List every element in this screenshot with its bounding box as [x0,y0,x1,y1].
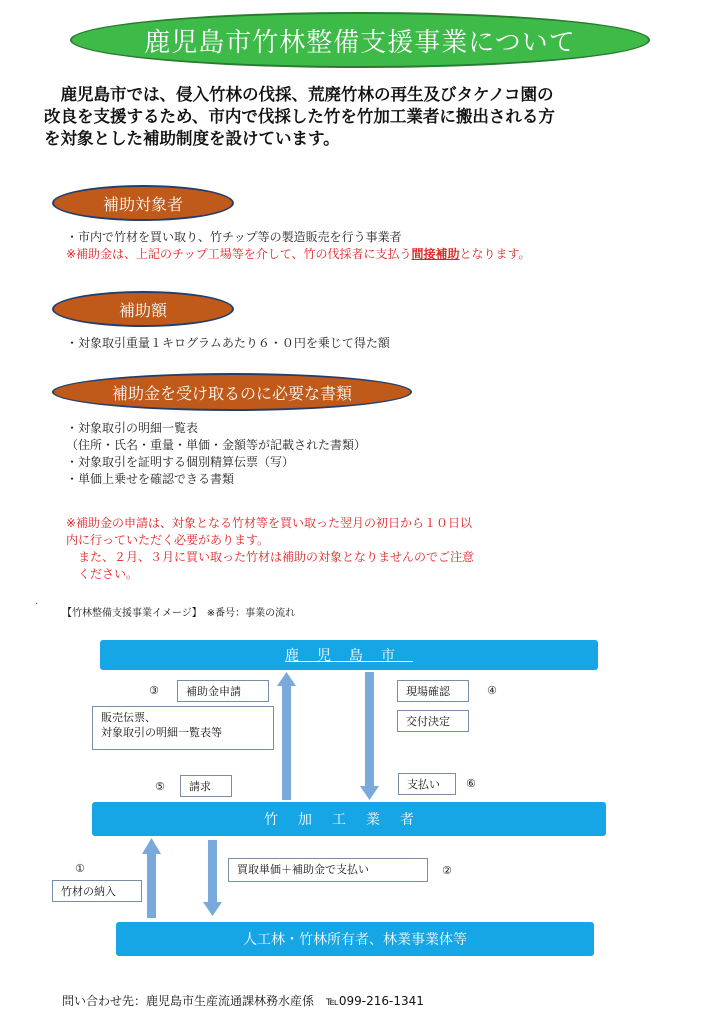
city-bar [100,640,598,670]
intro-line: を対象とした補助制度を設けています。 [44,129,340,148]
note-text: となります。 [459,247,531,261]
arrow-down-shaft-owner [208,840,217,904]
step-box-invoice: 請求 [180,775,232,797]
step-box-purchase-payment: 買取単価＋補助金で支払い [228,858,428,882]
step-docs-line: 対象取引の明細一覧表等 [101,726,222,739]
arrow-down-shaft-city [365,672,374,788]
step-box-payment: 支払い [398,773,456,795]
note-text: ※補助金は、上記のチップ工場等を介して、竹の伐採者に支払う [66,247,412,261]
step-number-1: ① [75,862,85,875]
stray-dot: . [35,596,39,607]
step-box-site-inspection: 現場確認 [397,680,469,702]
target-description: ・市内で竹材を買い取り、竹チップ等の製造販売を行う事業者 [66,230,402,244]
step-box-bamboo-delivery: 竹材の納入 [52,880,142,902]
diagram-caption: 【竹林整備支援事業イメージ】 ※番号：事業の流れ [62,608,296,619]
notice-line: ※補助金の申請は、対象となる竹材等を買い取った翌月の初日から１０日以 [66,516,473,530]
step-number-2: ② [442,864,452,877]
amount-description: ・対象取引重量１キログラムあたり６・０円を乗じて得た額 [66,336,390,350]
step-number-5: ⑤ [155,780,165,793]
page-title-text: 鹿児島市竹林整備支援事業について [144,27,576,58]
step-docs-line: 販売伝票、 [101,711,156,724]
list-item: ・対象取引の明細一覧表 [66,421,199,435]
note-emphasis: 間接補助 [411,247,460,261]
step-box-subsidy-application: 補助金申請 [177,680,269,702]
arrow-up-head-city [277,672,296,686]
arrow-up-shaft-city [282,684,291,800]
step-box-documents [92,706,274,750]
list-item: ・単価上乗せを確認できる書類 [66,472,235,486]
processor-bar [92,802,606,836]
list-item: （住所・氏名・重量・単価・金額等が記載された書類） [66,438,367,452]
step-box-grant-decision: 交付決定 [397,710,469,732]
owners-label: 人工林・竹林所有者、林業事業体等 [243,932,467,948]
notice-line: また、２月、３月に買い取った竹材は補助の対象となりませんのでご注意 [66,550,475,564]
step-number-3: ③ [149,684,159,697]
step-number-6: ⑥ [466,777,476,790]
arrow-down-head-owner [203,902,222,916]
intro-line: 鹿児島市では、侵入竹林の伐採、荒廃竹林の再生及びタケノコ園の [44,85,554,104]
contact-info: 問い合わせ先：鹿児島市生産流通課林務水産係 ℡099-216-1341 [62,994,424,1008]
notice-line: 内に行っていただく必要があります。 [66,533,270,547]
arrow-down-head-city [360,786,379,800]
notice-line: ください。 [66,567,139,581]
list-item: ・対象取引を証明する個別精算伝票（写） [66,455,295,469]
city-label: 鹿児島市 [285,648,413,664]
arrow-up-shaft-owner [147,852,156,918]
processor-label: 竹加工業者 [264,812,434,828]
section-heading-text: 補助額 [118,300,167,320]
arrow-up-head-owner [142,838,161,854]
section-heading-text: 補助金を受け取るのに必要な書類 [111,383,352,403]
owners-bar [116,922,594,956]
section-heading-text: 補助対象者 [102,194,183,214]
intro-line: 改良を支援するため、市内で伐採した竹を竹加工業者に搬出される方 [44,107,555,126]
step-number-4: ④ [487,684,497,697]
